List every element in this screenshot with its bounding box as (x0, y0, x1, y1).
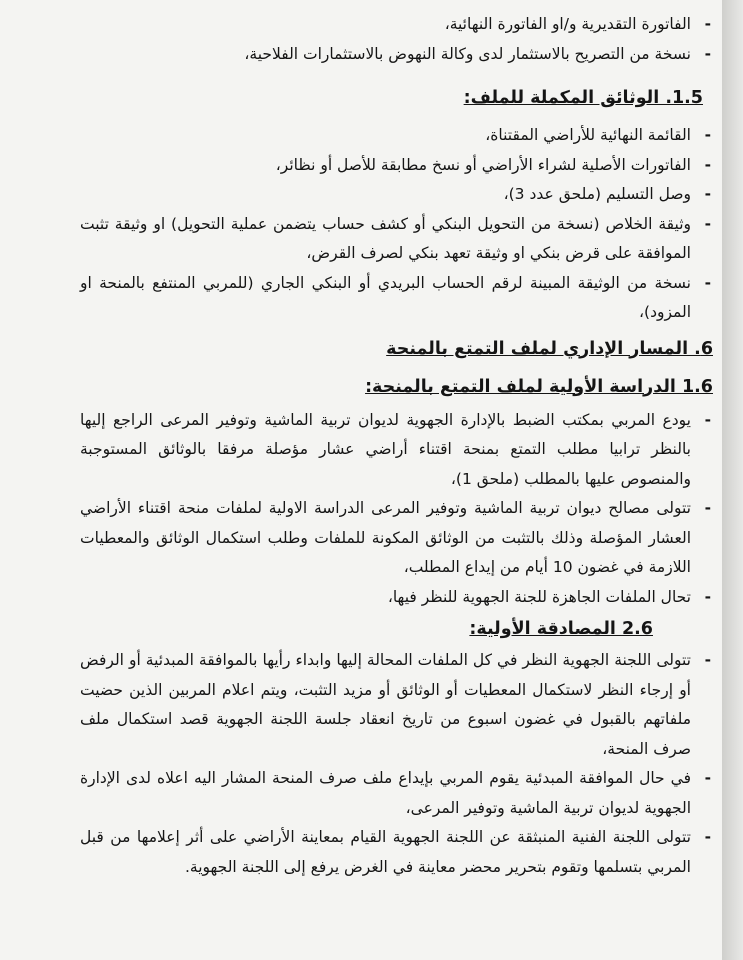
list-item (80, 10, 713, 40)
item-text: وثيقة الخلاص (نسخة من التحويل البنكي أو كشف حساب يتضمن عملية التحويل) او وثيقة تثبت الموافقة على قرض بنكي او وثيقة تعهد بنكي لصرف القرض، (80, 214, 691, 262)
bullet: - (704, 769, 711, 787)
bullet: - (704, 273, 711, 292)
section-heading-1-6: 1.6 الدراسة الأولية لملف التمتع بالمنحة: (365, 376, 713, 397)
list-item (80, 40, 713, 70)
section-heading-6: 6. المسار الإداري لملف التمتع بالمنحة (386, 338, 713, 359)
page-edge-shadow (722, 0, 743, 960)
bullet: - (704, 828, 711, 846)
bullet: - (704, 155, 711, 174)
item-text: الفاتورة التقديرية و/او الفاتورة النهائية، (444, 15, 691, 33)
list-item (80, 646, 713, 764)
item-text: نسخة من الوثيقة المبينة لرقم الحساب البريدي أو البنكي الجاري (للمربي المنتفع بالمنحة او المزود)، (80, 273, 691, 321)
list-item (80, 121, 713, 151)
bullet: - (704, 499, 711, 517)
list-item (80, 494, 713, 583)
bullet: - (704, 587, 711, 606)
item-text: تتولى اللجنة الفنية المنبثقة عن اللجنة الجهوية القيام بمعاينة الأراضي على أثر إعلامها من قبل المربي بتسلمها وتقوم بتحرير محضر معاينة في الغرض يرفع إلى اللجنة الجهوية. (80, 828, 691, 876)
item-text: في حال الموافقة المبدئية يقوم المربي بإيداع ملف صرف المنحة المشار اليه اعلاه لدى الإدارة الجهوية لديوان تربية الماشية وتوفير المرعى، (80, 769, 691, 817)
item-text: الفاتورات الأصلية لشراء الأراضي أو نسخ مطابقة للأصل أو نظائر، (275, 155, 691, 174)
item-text: نسخة من التصريح بالاستثمار لدى وكالة النهوض بالاستثمارات الفلاحية، (244, 44, 691, 63)
list-item (80, 210, 713, 269)
bullet: - (704, 410, 711, 429)
list-item (80, 269, 713, 328)
list-item (80, 764, 713, 823)
list-item (80, 180, 713, 210)
list-item (80, 583, 713, 613)
item-text: تحال الملفات الجاهزة للجنة الجهوية للنظر فيها، (387, 587, 691, 606)
item-text: القائمة النهائية للأراضي المقتناة، (485, 126, 691, 144)
bullet: - (704, 214, 711, 233)
item-text: وصل التسليم (ملحق عدد 3)، (503, 185, 691, 203)
list-item (80, 151, 713, 181)
bullet: - (704, 126, 711, 144)
list-item (80, 406, 713, 495)
list-item (80, 823, 713, 882)
section-heading-2-6: 2.6 المصادقة الأولية: (469, 619, 653, 639)
bullet: - (704, 44, 711, 63)
section-heading-1-5: 1.5. الوثائق المكملة للملف: (463, 88, 703, 108)
bullet: - (704, 15, 711, 33)
bullet: - (704, 185, 711, 203)
bullet: - (704, 651, 711, 669)
item-text: تتولى اللجنة الجهوية النظر في كل الملفات المحالة إليها وابداء رأيها بالموافقة المبدئية أو الرفض أو إرجاء النظر لاستكمال المعطيات أو الوثائق أو مزيد التثبت، ويتم اعلام المربين الذين حضيت ملفاتهم بالقبول في غضون اسبوع من تاريخ انعقاد جلسة اللجنة الجهوية قصد استكمال ملف صرف المنحة، (80, 651, 691, 758)
item-text: تتولى مصالح ديوان تربية الماشية وتوفير المرعى الدراسة الاولية لملفات منحة اقتناء الأراضي العشار المؤصلة وذلك بالتثبت من الوثائق المكونة للملفات وطلب استكمال الوثائق والمعطيات اللازمة في غضون 10 أيام من إيداع المطلب، (80, 499, 691, 576)
item-text: يودع المربي بمكتب الضبط بالإدارة الجهوية لديوان تربية الماشية وتوفير المرعى الراجع إليها بالنظر ترابيا مطلب التمتع بمنحة اقتناء أراضي عشار مؤصلة مرفقا بالوثائق المستوجبة والمنصوص عليها بالمطلب (ملحق 1)، (80, 410, 691, 488)
